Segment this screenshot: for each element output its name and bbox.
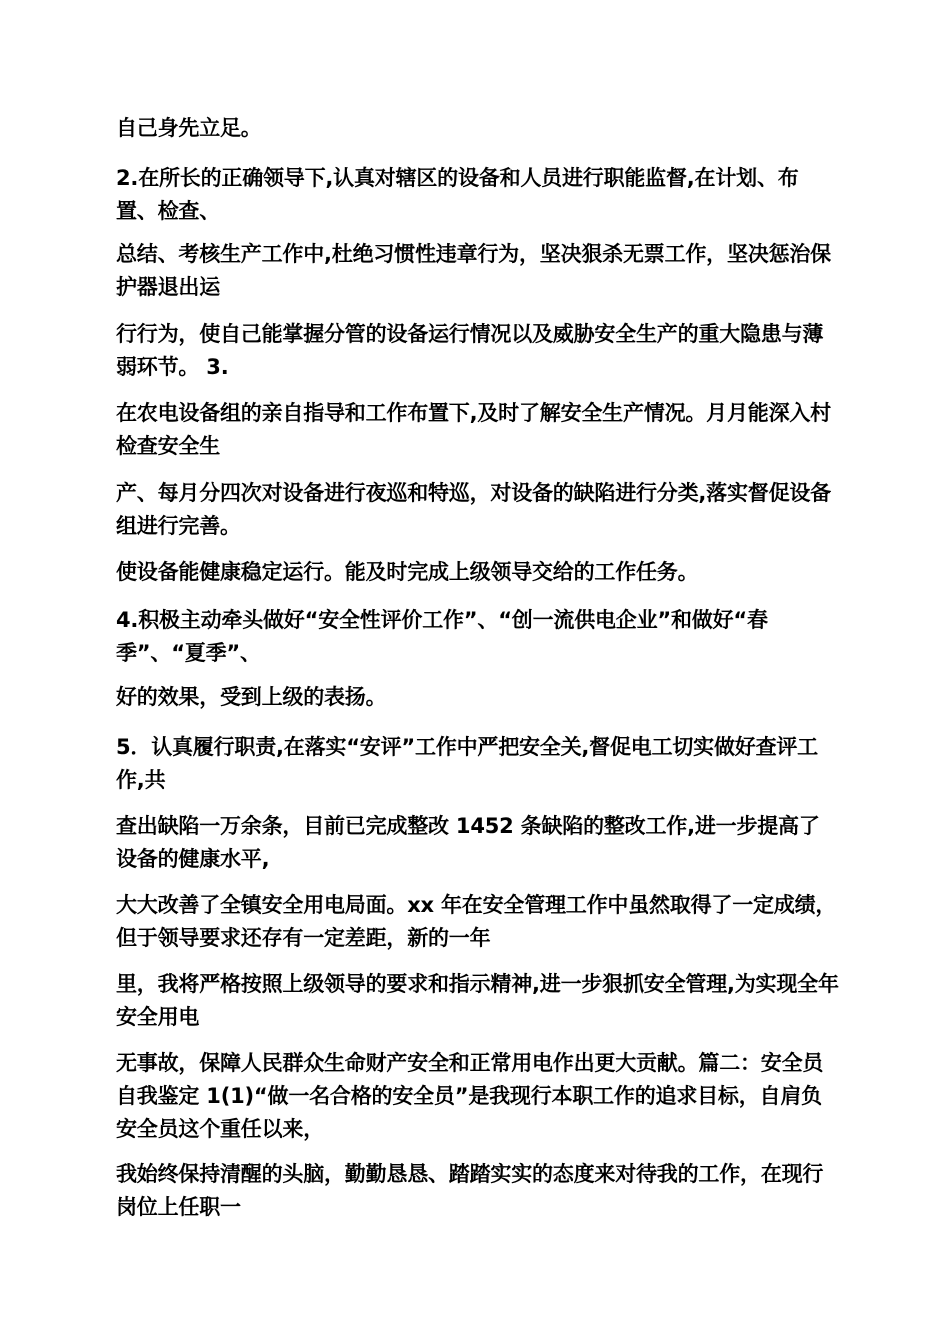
paragraph: 2.在所长的正确领导下,认真对辖区的设备和人员进行职能监督,在计划、布置、检查、	[116, 166, 799, 223]
paragraph: 4.积极主动牵头做好“安全性评价工作”、“创一流供电企业”和做好“春季”、“夏季”、	[116, 608, 768, 665]
paragraph: 5．认真履行职责,在落实“安评”工作中严把安全关,督促电工切实做好查评工作,共	[116, 735, 818, 792]
paragraph: 好的效果，受到上级的表扬。	[116, 685, 387, 709]
paragraph: 我始终保持清醒的头脑，勤勤恳恳、踏踏实实的态度来对待我的工作，在现行岗位上任职一	[116, 1162, 824, 1219]
paragraph: 大大改善了全镇安全用电局面。xx 年在安全管理工作中虽然取得了一定成绩，但于领导要求还存有一定差距，新的一年	[116, 893, 837, 950]
paragraph: 里，我将严格按照上级领导的要求和指示精神,进一步狠抓安全管理,为实现全年安全用电	[116, 972, 839, 1029]
paragraph: 使设备能健康稳定运行。能及时完成上级领导交给的工作任务。	[116, 560, 699, 584]
paragraph: 在农电设备组的亲自指导和工作布置下,及时了解安全生产情况。月月能深入村检查安全生	[116, 401, 831, 458]
paragraph: 查出缺陷一万余条，目前已完成整改 1452 条缺陷的整改工作,进一步提高了设备的健康水平,	[116, 814, 820, 871]
paragraph: 行行为，使自己能掌握分管的设备运行情况以及威胁安全生产的重大隐患与薄弱环节。 3.	[116, 322, 824, 379]
paragraph: 自己身先立足。	[116, 116, 262, 140]
paragraph: 产、每月分四次对设备进行夜巡和特巡，对设备的缺陷进行分类,落实督促设备组进行完善。	[116, 481, 831, 538]
paragraph: 无事故，保障人民群众生命财产安全和正常用电作出更大贡献。篇二：安全员自我鉴定 1(1)“做一名合格的安全员”是我现行本职工作的追求目标，自肩负安全员这个重任以来，	[116, 1051, 824, 1141]
paragraph: 总结、考核生产工作中,杜绝习惯性违章行为，坚决狠杀无票工作，坚决惩治保护器退出运	[116, 242, 831, 299]
